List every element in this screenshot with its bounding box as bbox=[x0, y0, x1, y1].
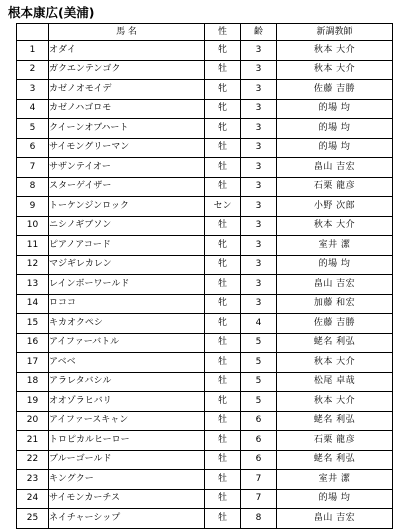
table-row bbox=[17, 80, 393, 100]
cell-sex: 牡 bbox=[205, 216, 241, 236]
cell-horse-name: サイモンカーチス bbox=[49, 489, 205, 509]
cell-new-trainer: 畠山 吉宏 bbox=[277, 509, 393, 529]
cell-horse-name: オダイ bbox=[49, 41, 205, 61]
cell-age: 3 bbox=[241, 216, 277, 236]
table-row bbox=[17, 353, 393, 373]
cell-number: 12 bbox=[17, 255, 49, 275]
cell-age: 3 bbox=[241, 197, 277, 217]
cell-sex: セン bbox=[205, 197, 241, 217]
cell-number: 1 bbox=[17, 41, 49, 61]
cell-age: 6 bbox=[241, 411, 277, 431]
cell-number: 11 bbox=[17, 236, 49, 256]
cell-sex: 牡 bbox=[205, 177, 241, 197]
cell-age: 4 bbox=[241, 314, 277, 334]
cell-sex: 牡 bbox=[205, 353, 241, 373]
table-header-row bbox=[17, 24, 393, 41]
cell-new-trainer: 秋本 大介 bbox=[277, 60, 393, 80]
cell-horse-name: ピアノアコード bbox=[49, 236, 205, 256]
cell-new-trainer: 加藤 和宏 bbox=[277, 294, 393, 314]
cell-age: 3 bbox=[241, 255, 277, 275]
cell-age: 5 bbox=[241, 392, 277, 412]
header-number bbox=[17, 24, 49, 41]
cell-number: 5 bbox=[17, 119, 49, 139]
page-title: 根本康広(美浦) bbox=[8, 5, 95, 20]
cell-horse-name: カゼノオモイデ bbox=[49, 80, 205, 100]
cell-new-trainer: 佐藤 吉勝 bbox=[277, 80, 393, 100]
table-row bbox=[17, 411, 393, 431]
table-row bbox=[17, 138, 393, 158]
cell-age: 6 bbox=[241, 450, 277, 470]
header-age: 齢 bbox=[241, 24, 277, 41]
cell-horse-name: アベベ bbox=[49, 353, 205, 373]
cell-number: 24 bbox=[17, 489, 49, 509]
cell-sex: 牡 bbox=[205, 138, 241, 158]
cell-number: 8 bbox=[17, 177, 49, 197]
cell-new-trainer: 的場 均 bbox=[277, 138, 393, 158]
cell-sex: 牡 bbox=[205, 470, 241, 490]
cell-horse-name: オオゾラヒバリ bbox=[49, 392, 205, 412]
cell-sex: 牝 bbox=[205, 255, 241, 275]
cell-new-trainer: 的場 均 bbox=[277, 489, 393, 509]
table-row bbox=[17, 275, 393, 295]
cell-sex: 牡 bbox=[205, 431, 241, 451]
cell-number: 14 bbox=[17, 294, 49, 314]
cell-number: 10 bbox=[17, 216, 49, 236]
table-row bbox=[17, 392, 393, 412]
cell-new-trainer: 室井 潔 bbox=[277, 236, 393, 256]
cell-number: 22 bbox=[17, 450, 49, 470]
cell-sex: 牡 bbox=[205, 158, 241, 178]
cell-age: 8 bbox=[241, 509, 277, 529]
cell-sex: 牡 bbox=[205, 333, 241, 353]
cell-sex: 牝 bbox=[205, 314, 241, 334]
table-row bbox=[17, 489, 393, 509]
cell-number: 21 bbox=[17, 431, 49, 451]
cell-number: 15 bbox=[17, 314, 49, 334]
cell-number: 18 bbox=[17, 372, 49, 392]
cell-age: 3 bbox=[241, 80, 277, 100]
table-row bbox=[17, 119, 393, 139]
cell-number: 20 bbox=[17, 411, 49, 431]
cell-age: 3 bbox=[241, 119, 277, 139]
cell-new-trainer: 畠山 吉宏 bbox=[277, 158, 393, 178]
cell-horse-name: サザンテイオー bbox=[49, 158, 205, 178]
cell-age: 3 bbox=[241, 138, 277, 158]
cell-age: 7 bbox=[241, 470, 277, 490]
cell-new-trainer: 的場 均 bbox=[277, 119, 393, 139]
cell-sex: 牡 bbox=[205, 60, 241, 80]
cell-horse-name: スターゲイザー bbox=[49, 177, 205, 197]
cell-age: 6 bbox=[241, 431, 277, 451]
cell-number: 4 bbox=[17, 99, 49, 119]
cell-horse-name: ブルーゴールド bbox=[49, 450, 205, 470]
cell-number: 7 bbox=[17, 158, 49, 178]
cell-sex: 牝 bbox=[205, 119, 241, 139]
cell-new-trainer: 蛯名 利弘 bbox=[277, 450, 393, 470]
cell-sex: 牡 bbox=[205, 275, 241, 295]
cell-new-trainer: 秋本 大介 bbox=[277, 41, 393, 61]
cell-horse-name: アイファーバトル bbox=[49, 333, 205, 353]
cell-number: 19 bbox=[17, 392, 49, 412]
cell-horse-name: ネイチャーシップ bbox=[49, 509, 205, 529]
header-new-trainer: 新調教師 bbox=[277, 24, 393, 41]
cell-sex: 牡 bbox=[205, 489, 241, 509]
cell-sex: 牝 bbox=[205, 99, 241, 119]
table-row bbox=[17, 236, 393, 256]
cell-age: 3 bbox=[241, 236, 277, 256]
cell-new-trainer: 秋本 大介 bbox=[277, 392, 393, 412]
cell-horse-name: サイモングリーマン bbox=[49, 138, 205, 158]
cell-new-trainer: 室井 潔 bbox=[277, 470, 393, 490]
cell-age: 5 bbox=[241, 353, 277, 373]
cell-new-trainer: 小野 次郎 bbox=[277, 197, 393, 217]
cell-new-trainer: 的場 均 bbox=[277, 255, 393, 275]
cell-number: 17 bbox=[17, 353, 49, 373]
cell-horse-name: キカオクペシ bbox=[49, 314, 205, 334]
table-row bbox=[17, 60, 393, 80]
cell-new-trainer: 石栗 龍彦 bbox=[277, 177, 393, 197]
cell-horse-name: トロピカルヒーロー bbox=[49, 431, 205, 451]
cell-sex: 牝 bbox=[205, 41, 241, 61]
cell-horse-name: レインボーワールド bbox=[49, 275, 205, 295]
cell-horse-name: トーケンジンロック bbox=[49, 197, 205, 217]
cell-number: 13 bbox=[17, 275, 49, 295]
cell-sex: 牝 bbox=[205, 236, 241, 256]
cell-age: 3 bbox=[241, 294, 277, 314]
cell-new-trainer: 松尾 卓哉 bbox=[277, 372, 393, 392]
cell-horse-name: キングクー bbox=[49, 470, 205, 490]
cell-sex: 牡 bbox=[205, 450, 241, 470]
cell-sex: 牡 bbox=[205, 411, 241, 431]
table-row bbox=[17, 372, 393, 392]
cell-horse-name: アラレタバシル bbox=[49, 372, 205, 392]
cell-number: 3 bbox=[17, 80, 49, 100]
cell-horse-name: ニシノギブソン bbox=[49, 216, 205, 236]
cell-age: 3 bbox=[241, 177, 277, 197]
cell-number: 25 bbox=[17, 509, 49, 529]
cell-age: 7 bbox=[241, 489, 277, 509]
header-horse-name: 馬 名 bbox=[49, 24, 205, 41]
table-row bbox=[17, 197, 393, 217]
cell-sex: 牝 bbox=[205, 80, 241, 100]
table-row bbox=[17, 509, 393, 529]
cell-number: 2 bbox=[17, 60, 49, 80]
cell-sex: 牝 bbox=[205, 392, 241, 412]
cell-age: 3 bbox=[241, 41, 277, 61]
table-row bbox=[17, 470, 393, 490]
cell-horse-name: アイファースキャン bbox=[49, 411, 205, 431]
cell-age: 3 bbox=[241, 60, 277, 80]
table-row bbox=[17, 177, 393, 197]
cell-new-trainer: 秋本 大介 bbox=[277, 353, 393, 373]
table-row bbox=[17, 431, 393, 451]
cell-age: 5 bbox=[241, 372, 277, 392]
table-row bbox=[17, 450, 393, 470]
table-row bbox=[17, 333, 393, 353]
table-row bbox=[17, 158, 393, 178]
cell-sex: 牡 bbox=[205, 509, 241, 529]
cell-new-trainer: 佐藤 吉勝 bbox=[277, 314, 393, 334]
cell-age: 3 bbox=[241, 158, 277, 178]
table-body bbox=[17, 41, 393, 529]
cell-number: 9 bbox=[17, 197, 49, 217]
cell-new-trainer: 畠山 吉宏 bbox=[277, 275, 393, 295]
cell-horse-name: カゼノハゴロモ bbox=[49, 99, 205, 119]
cell-age: 3 bbox=[241, 275, 277, 295]
header-sex: 性 bbox=[205, 24, 241, 41]
cell-number: 6 bbox=[17, 138, 49, 158]
cell-new-trainer: 石栗 龍彦 bbox=[277, 431, 393, 451]
table-row bbox=[17, 294, 393, 314]
table-row bbox=[17, 216, 393, 236]
cell-new-trainer: 的場 均 bbox=[277, 99, 393, 119]
cell-sex: 牝 bbox=[205, 294, 241, 314]
cell-new-trainer: 秋本 大介 bbox=[277, 216, 393, 236]
table-row bbox=[17, 255, 393, 275]
table-row bbox=[17, 99, 393, 119]
cell-horse-name: ガクエンテンゴク bbox=[49, 60, 205, 80]
table-row bbox=[17, 314, 393, 334]
cell-number: 23 bbox=[17, 470, 49, 490]
cell-new-trainer: 蛯名 利弘 bbox=[277, 333, 393, 353]
cell-horse-name: マジギレカレン bbox=[49, 255, 205, 275]
table-row bbox=[17, 41, 393, 61]
cell-sex: 牡 bbox=[205, 372, 241, 392]
cell-number: 16 bbox=[17, 333, 49, 353]
horse-roster-table bbox=[16, 23, 393, 529]
cell-horse-name: クイーンオブハート bbox=[49, 119, 205, 139]
cell-horse-name: ロココ bbox=[49, 294, 205, 314]
cell-new-trainer: 蛯名 利弘 bbox=[277, 411, 393, 431]
cell-age: 5 bbox=[241, 333, 277, 353]
cell-age: 3 bbox=[241, 99, 277, 119]
